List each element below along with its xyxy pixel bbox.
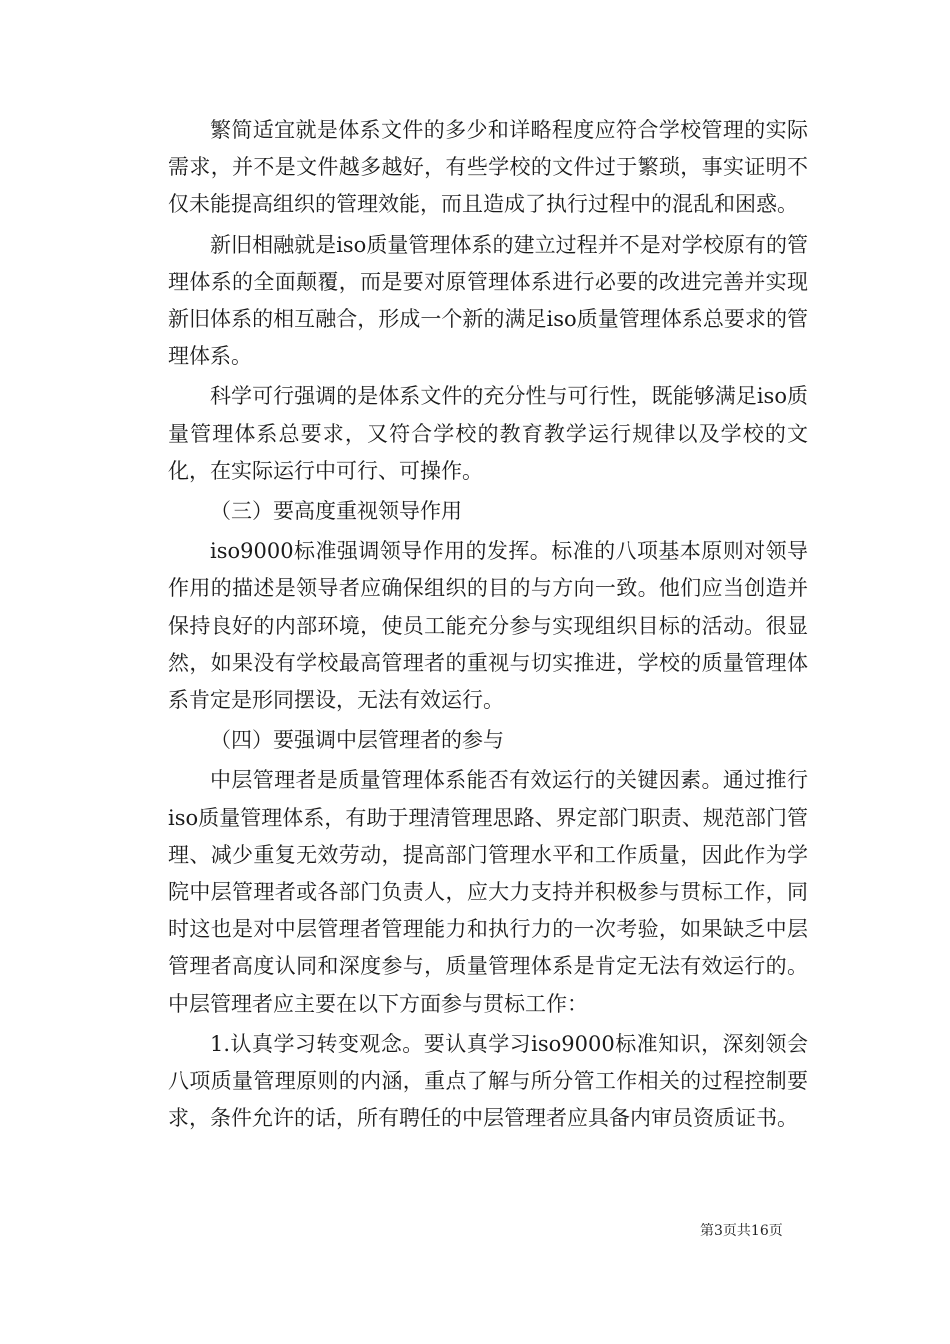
paragraph-study-item: 1.认真学习转变观念。要认真学习iso9000标准知识，深刻领会八项质量管理原则的内涵，重点了解与所分管工作相关的过程控制要求，条件允许的话，所有聘任的中层管理者应具备内审员资质证书。 bbox=[168, 1031, 808, 1131]
paragraph-simplicity: 繁简适宜就是体系文件的多少和详略程度应符合学校管理的实际需求，并不是文件越多越好，有些学校的文件过于繁琐，事实证明不仅未能提高组织的管理效能，而且造成了执行过程中的混乱和困惑。 bbox=[168, 118, 808, 217]
section-heading-middle-management: （四）要强调中层管理者的参与 bbox=[210, 728, 504, 753]
page-number: 第3页共16页 bbox=[700, 1223, 783, 1239]
section-heading-leadership: （三）要高度重视领导作用 bbox=[210, 499, 462, 524]
paragraph-middle-management: 中层管理者是质量管理体系能否有效运行的关键因素。通过推行iso质量管理体系，有助于理清管理思路、界定部门职责、规范部门管理、减少重复无效劳动，提高部门管理水平和工作质量，因此作为学院中层管理者或各部门负责人，应大力支持并积极参与贯标工作，同时这也是对中层管理者管理能力和执行力的一次考验，如果缺乏中层管理者高度认同和深度参与，质量管理体系是肯定无法有效运行的。中层管理者应主要在以下方面参与贯标工作： bbox=[168, 768, 808, 1016]
document-body bbox=[168, 112, 808, 1137]
paragraph-feasibility: 科学可行强调的是体系文件的充分性与可行性，既能够满足iso质量管理体系总要求，又符合学校的教育教学运行规律以及学校的文化，在实际运行中可行、可操作。 bbox=[168, 384, 808, 483]
paragraph-leadership: iso9000标准强调领导作用的发挥。标准的八项基本原则对领导作用的描述是领导者应确保组织的目的与方向一致。他们应当创造并保持良好的内部环境，使员工能充分参与实现组织目标的活动。很显然，如果没有学校最高管理者的重视与切实推进，学校的质量管理体系肯定是形同摆设，无法有效运行。 bbox=[168, 539, 808, 713]
paragraph-integration: 新旧相融就是iso质量管理体系的建立过程并不是对学校原有的管理体系的全面颠覆，而是要对原管理体系进行必要的改进完善并实现新旧体系的相互融合，形成一个新的满足iso质量管理体系总要求的管理体系。 bbox=[168, 232, 808, 369]
